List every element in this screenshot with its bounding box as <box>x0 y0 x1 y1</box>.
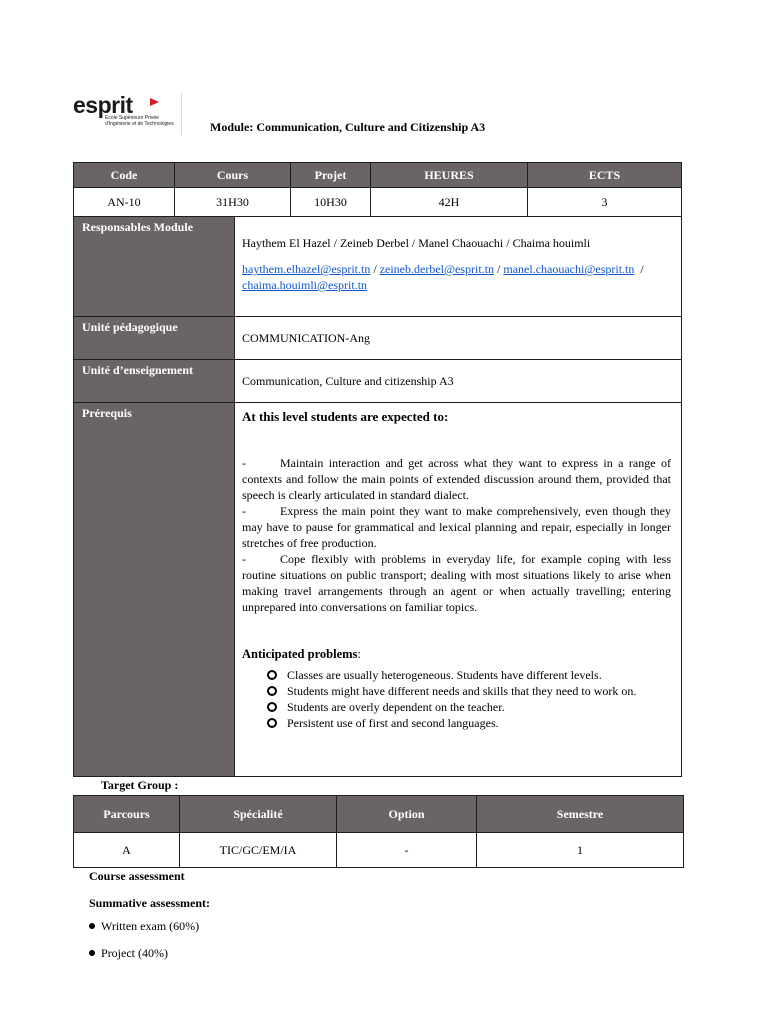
list-item: Students might have different needs and skills that they need to work on. <box>267 683 671 699</box>
prerequis-content <box>235 403 682 777</box>
responsables-emails: haythem.elhazel@esprit.tn / zeineb.derbel@esprit.tn / manel.chaouachi@esprit.tn / chaima.houimli@esprit.tn <box>242 262 644 292</box>
value-option: - <box>337 833 477 868</box>
logo-arrow-icon <box>150 98 159 106</box>
header-parcours: Parcours <box>74 796 180 833</box>
logo-wordmark: esprit <box>73 92 133 118</box>
prerequis-point: - Cope flexibly with problems in everyday life, for example coping with less routine situations on public transport; dealing with most situations likely to arise when making travel arrangements through an agent or when actually travelling; entering unprepared into conversations on familiar topics. <box>242 552 671 614</box>
target-group-label: Target Group : <box>101 778 179 792</box>
header-code: Code <box>74 163 175 188</box>
value-parcours: A <box>74 833 180 868</box>
value-semestre: 1 <box>477 833 684 868</box>
unite-enseignement-label: Unité d’enseignement <box>74 360 235 403</box>
course-assessment-title: Course assessment <box>89 869 185 883</box>
circle-bullet-icon <box>267 718 277 728</box>
prerequis-point: - Maintain interaction and get across what they want to express in a range of contexts and follow the main points of extended discussion around them, provided that speech is clearly articulated in standard dialect. <box>242 456 671 502</box>
email-link[interactable]: zeineb.derbel@esprit.tn <box>379 262 495 276</box>
value-projet: 10H30 <box>291 188 371 217</box>
anticipated-problems-list <box>242 667 671 731</box>
value-code: AN-10 <box>74 188 175 217</box>
prerequis-lead: At this level students are expected to: <box>242 409 449 424</box>
list-item: Students are overly dependent on the teacher. <box>267 699 671 715</box>
anticipated-problems-title: Anticipated problems: <box>242 647 361 661</box>
summative-assessment-title: Summative assessment: <box>89 896 210 910</box>
module-title: Module: Communication, Culture and Citizenship A3 <box>210 120 486 134</box>
value-specialite: TIC/GC/EM/IA <box>180 833 337 868</box>
email-link[interactable]: haythem.elhazel@esprit.tn <box>242 262 371 276</box>
circle-bullet-icon <box>267 702 277 712</box>
email-link[interactable]: manel.chaouachi@esprit.tn <box>503 262 635 276</box>
list-item: Classes are usually heterogeneous. Students have different levels. <box>267 667 671 683</box>
value-heures: 42H <box>371 188 528 217</box>
esprit-logo <box>73 93 181 133</box>
value-cours: 31H30 <box>175 188 291 217</box>
header-heures: HEURES <box>371 163 528 188</box>
course-info-table <box>73 162 682 217</box>
prerequis-point: - Express the main point they want to make comprehensively, even though they may have to pause for grammatical and lexical planning and repair, especially in longer stretches of free production. <box>242 504 671 550</box>
email-link[interactable]: chaima.houimli@esprit.tn <box>242 278 368 292</box>
unite-pedagogique-label: Unité pédagogique <box>74 317 235 360</box>
assessment-item: Project (40%) <box>89 946 168 961</box>
header-semestre: Semestre <box>477 796 684 833</box>
bullet-icon <box>89 950 95 956</box>
unite-enseignement-value: Communication, Culture and citizenship A3 <box>235 360 682 403</box>
prerequis-label: Prérequis <box>74 403 235 777</box>
header-divider <box>181 93 182 135</box>
header-cours: Cours <box>175 163 291 188</box>
header-option: Option <box>337 796 477 833</box>
header-specialite: Spécialité <box>180 796 337 833</box>
list-item: Persistent use of first and second languages. <box>267 715 671 731</box>
bullet-icon <box>89 923 95 929</box>
circle-bullet-icon <box>267 670 277 680</box>
target-group-table <box>73 795 684 868</box>
responsables-label: Responsables Module <box>74 217 235 317</box>
assessment-item: Written exam (60%) <box>89 919 199 934</box>
module-details-table <box>73 216 682 777</box>
header-ects: ECTS <box>528 163 682 188</box>
logo-subtitle: Ecole Supérieure Privée d'Ingénierie et de Technologies <box>105 115 174 127</box>
unite-pedagogique-value: COMMUNICATION-Ang <box>235 317 682 360</box>
header-projet: Projet <box>291 163 371 188</box>
value-ects: 3 <box>528 188 682 217</box>
circle-bullet-icon <box>267 686 277 696</box>
responsables-names: Haythem El Hazel / Zeineb Derbel / Manel Chaouachi / Chaima houimli <box>242 236 591 250</box>
